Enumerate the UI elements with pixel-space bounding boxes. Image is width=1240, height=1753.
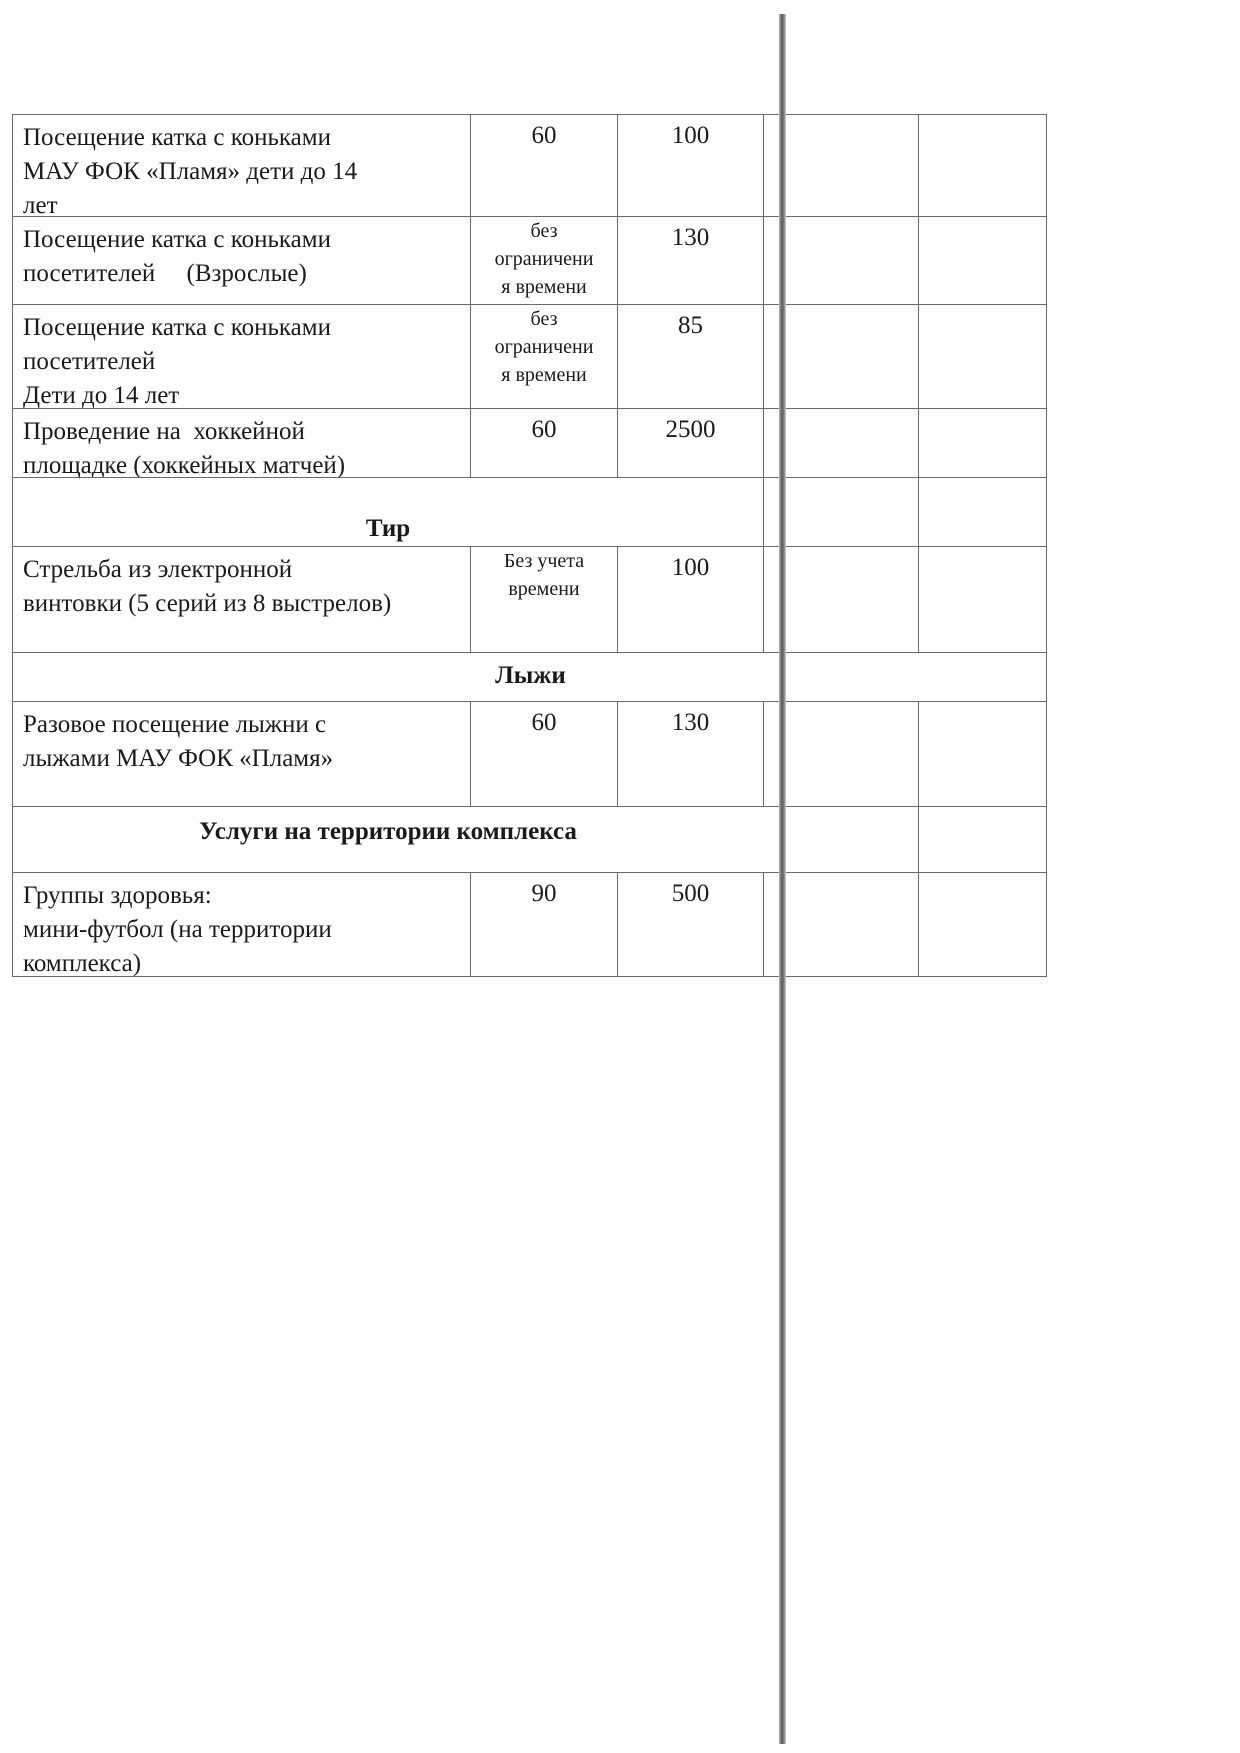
empty-cell bbox=[918, 873, 1046, 976]
table-row bbox=[12, 304, 1047, 408]
service-cell bbox=[13, 702, 470, 806]
duration-text: 90 bbox=[531, 880, 557, 907]
empty-cell bbox=[918, 115, 1046, 216]
service-text: Посещение катка с коньками bbox=[23, 124, 331, 151]
empty-cell bbox=[918, 305, 1046, 408]
service-text: Группы здоровья: bbox=[23, 882, 212, 909]
duration-cell bbox=[470, 873, 617, 976]
price-cell: 130 bbox=[617, 702, 763, 806]
table-row bbox=[12, 546, 1047, 652]
duration-text: 60 bbox=[531, 416, 557, 443]
price-cell: 130 bbox=[617, 217, 763, 304]
empty-cell bbox=[763, 305, 918, 408]
service-text: лет bbox=[23, 192, 58, 219]
price-table bbox=[12, 114, 1047, 977]
duration-text: Без учета bbox=[503, 550, 585, 572]
service-text: мини-футбол (на территории bbox=[23, 916, 332, 943]
service-text: винтовки (5 серий из 8 выстрелов) bbox=[23, 590, 392, 617]
duration-text: ограничени bbox=[494, 248, 594, 270]
table-row bbox=[12, 114, 1047, 219]
service-cell bbox=[13, 305, 470, 408]
service-text: Посещение катка с коньками bbox=[23, 314, 331, 341]
service-text: Стрельба из электронной bbox=[23, 556, 293, 583]
table-row bbox=[12, 216, 1047, 304]
service-cell bbox=[13, 217, 470, 304]
service-cell bbox=[13, 115, 470, 219]
service-text: Проведение на хоккейной bbox=[23, 418, 305, 445]
service-text: посетителей bbox=[23, 348, 156, 375]
service-text: Дети до 14 лет bbox=[23, 382, 180, 409]
service-text: площадке (хоккейных матчей) bbox=[23, 452, 346, 479]
service-cell bbox=[13, 409, 470, 477]
empty-cell bbox=[918, 807, 1046, 872]
service-text: комплекса) bbox=[23, 950, 142, 977]
empty-cell bbox=[918, 409, 1046, 477]
section-heading: Услуги на территории комплекса bbox=[199, 818, 577, 845]
section-heading: Тир bbox=[365, 515, 411, 542]
empty-cell bbox=[763, 873, 918, 976]
duration-text: я времени bbox=[501, 364, 587, 386]
service-cell bbox=[13, 873, 470, 976]
empty-cell bbox=[763, 547, 918, 652]
duration-cell bbox=[470, 547, 617, 652]
price-cell: 85 bbox=[617, 305, 763, 408]
empty-cell bbox=[918, 478, 1046, 546]
empty-cell bbox=[763, 115, 918, 216]
duration-text: 60 bbox=[531, 709, 557, 736]
section-row-tir bbox=[12, 477, 1047, 546]
duration-cell bbox=[470, 305, 617, 408]
price-cell: 100 bbox=[617, 547, 763, 652]
section-row-territory bbox=[12, 806, 1047, 872]
duration-cell bbox=[470, 217, 617, 304]
price-cell: 100 bbox=[617, 115, 763, 216]
duration-text: 60 bbox=[531, 122, 557, 149]
duration-text: времени bbox=[508, 578, 580, 600]
service-text: МАУ ФОК «Пламя» дети до 14 bbox=[23, 158, 358, 185]
empty-cell bbox=[763, 478, 918, 546]
empty-cell bbox=[918, 702, 1046, 806]
duration-text: я времени bbox=[501, 276, 587, 298]
service-text: Посещение катка с коньками bbox=[23, 226, 331, 253]
service-text: лыжами МАУ ФОК «Пламя» bbox=[23, 745, 334, 772]
table-row bbox=[12, 872, 1047, 977]
price-cell: 500 bbox=[617, 873, 763, 976]
duration-text: без bbox=[530, 308, 558, 330]
empty-cell bbox=[918, 217, 1046, 304]
table-row bbox=[12, 701, 1047, 806]
price-cell: 2500 bbox=[617, 409, 763, 477]
empty-cell bbox=[763, 409, 918, 477]
duration-cell bbox=[470, 702, 617, 806]
duration-text: ограничени bbox=[494, 336, 594, 358]
duration-cell bbox=[470, 115, 617, 216]
duration-cell bbox=[470, 409, 617, 477]
empty-cell bbox=[763, 217, 918, 304]
service-text: Разовое посещение лыжни с bbox=[23, 711, 327, 738]
scan-seam-line bbox=[779, 14, 786, 1744]
empty-cell bbox=[763, 702, 918, 806]
section-row-ski bbox=[12, 652, 1047, 701]
empty-cell bbox=[918, 547, 1046, 652]
service-text: посетителей (Взрослые) bbox=[23, 260, 307, 287]
section-heading: Лыжи bbox=[495, 662, 566, 689]
service-cell bbox=[13, 547, 470, 652]
table-row bbox=[12, 408, 1047, 477]
duration-text: без bbox=[530, 220, 558, 242]
